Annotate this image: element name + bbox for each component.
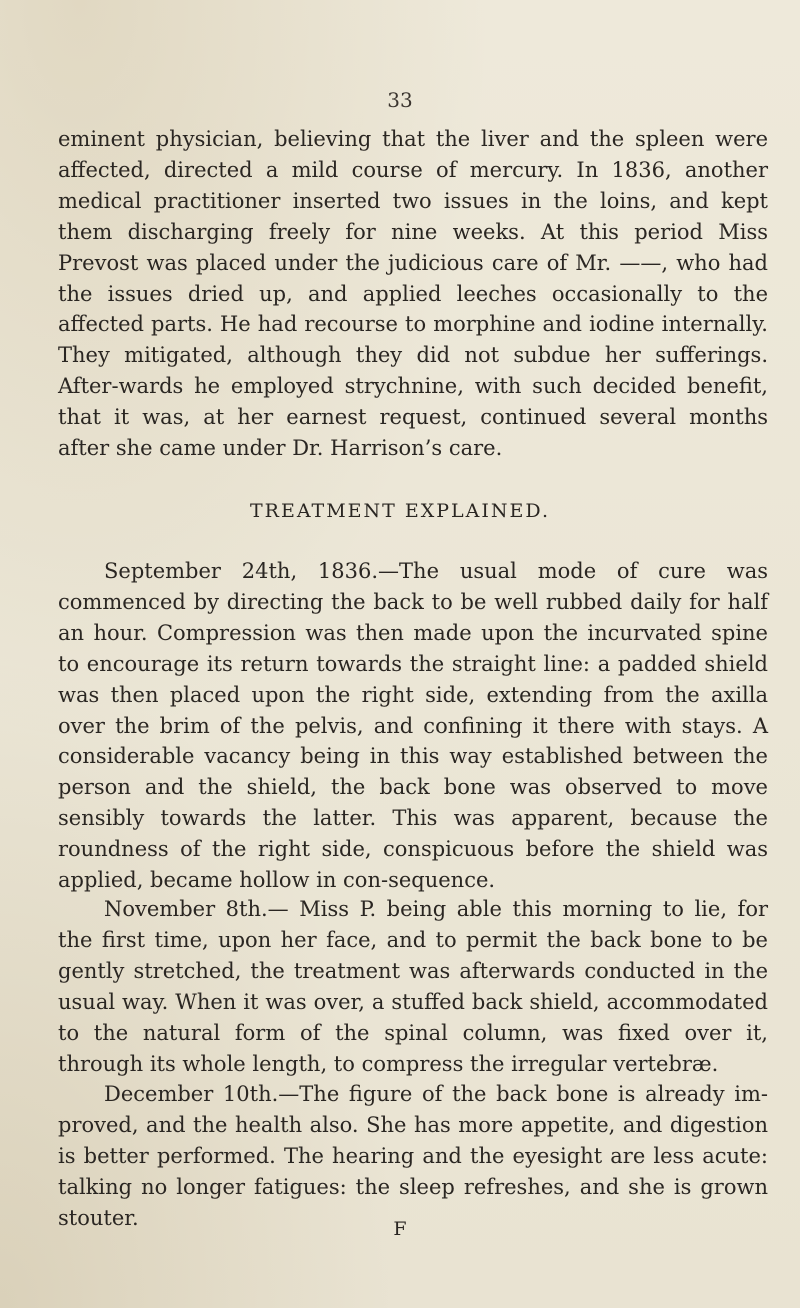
signature-mark: F bbox=[393, 1218, 407, 1240]
section-heading: TREATMENT EXPLAINED. bbox=[250, 500, 550, 522]
paragraph-november: November 8th.— Miss P. being able this morning to lie, for the first time, upon her face, and to permit the back bone to be gently stretched, the treatment was afterwards conducted in the usual way. When it was over, a stuffed back shield, accommodated to the natural form of the spinal column, was fixed over it, through its whole length, to compress the irregular vertebræ. bbox=[58, 897, 768, 1076]
page-number: 33 bbox=[387, 88, 413, 112]
paragraph-december: December 10th.—The figure of the back bone is already im-proved, and the health also. She has more appetite, and digestion is better performed. The hearing and the eyesight are less acute: talking no longer fatigues: the sleep refreshes, and she is grown stouter. bbox=[58, 1082, 768, 1230]
paragraph-september: September 24th, 1836.—The usual mode of cure was commenced by directing the back to be well rubbed daily for half an hour. Compression was then made upon the incurvated spine to encourage its return towards the straight line: a padded shield was then placed upon the right side, extending from the axilla over the brim of the pelvis, and confining it there with stays. A considerable vacancy being in this way established between the person and the shield, the back bone was observed to move sensibly towards the latter. This was apparent, because the roundness of the right side, conspicuous before the shield was applied, became hollow in con-sequence. bbox=[58, 559, 768, 893]
paragraph-intro: eminent physician, believing that the liver and the spleen were affected, directed a mild course of mercury. In 1836, another medical practitioner inserted two issues in the loins, and kept them discharging freely for nine weeks. At this period Miss Prevost was placed under the judicious care of Mr. ——, who had the issues dried up, and applied leeches occasionally to the affected parts. He had recourse to morphine and iodine internally. They mitigated, although they did not subdue her sufferings. After-wards he employed strychnine, with such decided benefit, that it was, at her earnest request, continued several months after she came under Dr. Harrison’s care. bbox=[58, 127, 768, 461]
